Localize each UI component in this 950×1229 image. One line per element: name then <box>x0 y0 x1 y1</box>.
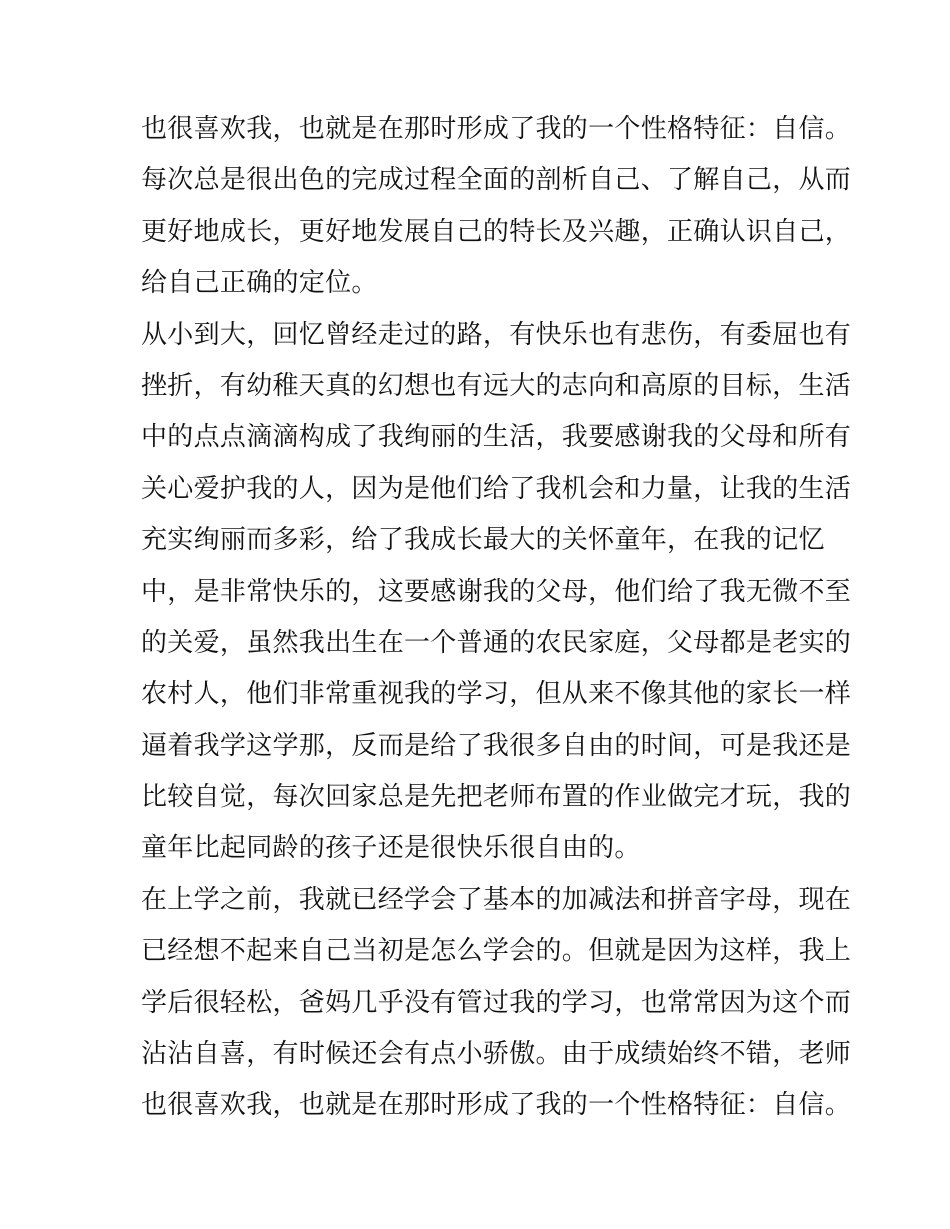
text-line: 的关爱，虽然我出生在一个普通的农民家庭，父母都是老实的 <box>141 627 852 658</box>
text-line: 更好地成长，更好地发展自己的特长及兴趣，正确认识自己， <box>141 216 852 247</box>
text-line: 在上学之前，我就已经学会了基本的加减法和拼音字母，现在 <box>141 884 852 915</box>
text-line: 学后很轻松，爸妈几乎没有管过我的学习，也常常因为这个而 <box>141 987 852 1018</box>
text-line: 每次总是很出色的完成过程全面的剖析自己、了解自己，从而 <box>141 165 852 196</box>
text-line: 农村人，他们非常重视我的学习，但从来不像其他的家长一样 <box>141 679 852 710</box>
text-line: 给自己正确的定位。 <box>141 268 378 299</box>
text-line: 也很喜欢我，也就是在那时形成了我的一个性格特征：自信。 <box>141 114 852 144</box>
text-line: 沾沾自喜，有时候还会有点小骄傲。由于成绩始终不错，老师 <box>141 1039 852 1070</box>
text-line: 充实绚丽而多彩，给了我成长最大的关怀童年，在我的记忆 <box>141 525 825 556</box>
text-line: 中，是非常快乐的，这要感谢我的父母，他们给了我无微不至 <box>141 576 852 607</box>
text-line: 从小到大，回忆曾经走过的路，有快乐也有悲伤，有委屈也有 <box>141 319 852 350</box>
text-line: 比较自觉，每次回家总是先把老师布置的作业做完才玩，我的 <box>141 782 852 813</box>
text-line: 关心爱护我的人，因为是他们给了我机会和力量，让我的生活 <box>141 473 852 504</box>
text-line: 已经想不起来自己当初是怎么学会的。但就是因为这样，我上 <box>141 936 852 967</box>
document-body <box>141 104 852 1132</box>
text-line: 逼着我学这学那，反而是给了我很多自由的时间，可是我还是 <box>141 730 852 761</box>
text-line: 中的点点滴滴构成了我绚丽的生活，我要感谢我的父母和所有 <box>141 422 852 453</box>
text-line: 也很喜欢我，也就是在那时形成了我的一个性格特征：自信。 <box>141 1090 852 1121</box>
text-line: 童年比起同龄的孩子还是很快乐很自由的。 <box>141 833 641 864</box>
text-line: 挫折，有幼稚天真的幻想也有远大的志向和高原的目标，生活 <box>141 370 852 401</box>
